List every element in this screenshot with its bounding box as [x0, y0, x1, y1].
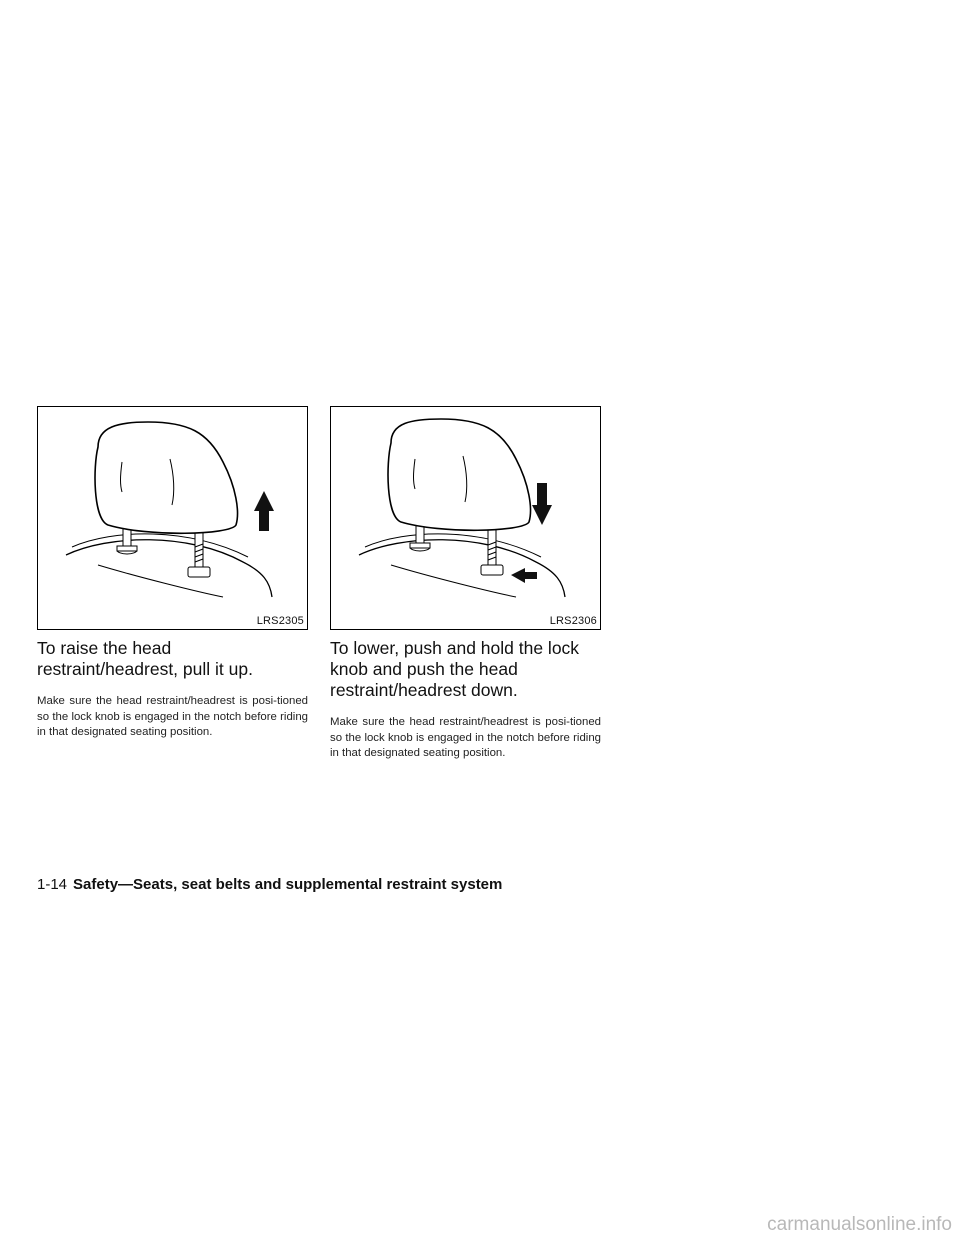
body-paragraph: Make sure the head restraint/headrest is posi-tioned so the lock knob is engaged in the notch before riding in that designated seating position.: [330, 716, 601, 759]
watermark: carmanualsonline.info: [767, 1214, 952, 1235]
section-title: Safety—Seats, seat belts and supplemental restraint system: [73, 876, 503, 893]
right-column: [330, 406, 601, 762]
headrest-lower-illustration: [331, 407, 600, 629]
figure-code: LRS2305: [256, 615, 304, 627]
headrest-raise-illustration: [38, 407, 307, 629]
arrow-left-icon: [511, 568, 537, 583]
body-paragraph: Make sure the head restraint/headrest is posi-tioned so the lock knob is engaged in the notch before riding in that designated seating position.: [37, 695, 308, 738]
left-column: [37, 406, 308, 741]
section-heading: To lower, push and hold the lock knob and push the head restraint/headrest down.: [330, 638, 580, 700]
page-number: 1-14: [37, 876, 68, 893]
arrow-up-icon: [254, 491, 274, 531]
page-footer: [37, 876, 502, 893]
headrest-raise-figure: [37, 406, 308, 630]
headrest-lower-figure: [330, 406, 601, 630]
arrow-down-icon: [532, 483, 552, 525]
figure-code: LRS2306: [549, 615, 597, 627]
section-heading: To raise the head restraint/headrest, pull it up.: [37, 638, 253, 679]
